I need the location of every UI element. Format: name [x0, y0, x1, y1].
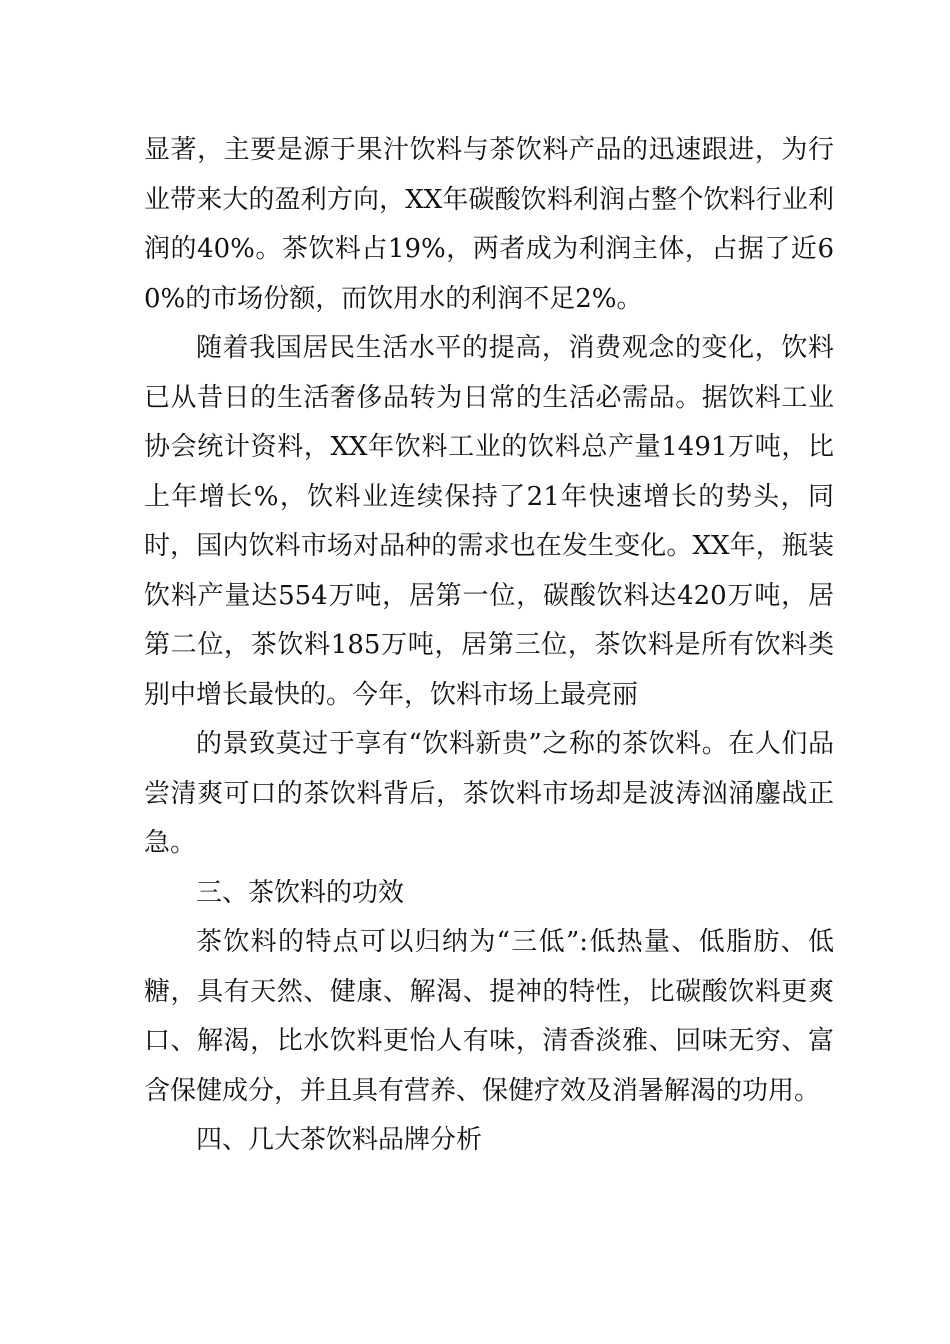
paragraph-tea-drink-features: 茶饮料的特点可以归纳为“三低”:低热量、低脂肪、低糖，具有天然、健康、解渴、提神的特性，比碳酸饮料更爽口、解渴，比水饮料更怡人有味，清香淡雅、回味无穷、富含保健成分，并且具有营养、保健疗效及消暑解渴的功用。 [144, 927, 834, 1106]
section-heading-brand-analysis: 四、几大茶饮料品牌分析 [196, 1125, 483, 1155]
paragraph-market-growth: 随着我国居民生活水平的提高，消费观念的变化，饮料已从昔日的生活奢侈品转为日常的生活必需品。据饮料工业协会统计资料，XX年饮料工业的饮料总产量1491万吨，比上年增长%，饮料业连续保持了21年快速增长的势头，同时，国内饮料市场对品种的需求也在发生变化。XX年，瓶装饮料产量达554万吨，居第一位，碳酸饮料达420万吨，居第二位，茶饮料185万吨，居第三位，茶饮料是所有饮料类别中增长最快的。今年，饮料市场上最亮丽 [144, 333, 834, 710]
paragraph-tea-drink-market: 的景致莫过于享有“饮料新贵”之称的茶饮料。在人们品尝清爽可口的茶饮料背后，茶饮料市场却是波涛汹涌鏖战正急。 [144, 729, 834, 858]
section-heading-efficacy: 三、茶饮料的功效 [196, 877, 405, 908]
document-body [144, 126, 834, 1166]
paragraph-profit-share: 显著，主要是源于果汁饮料与茶饮料产品的迅速跟进，为行业带来大的盈利方向，XX年碳酸饮料利润占整个饮料行业利润的40%。茶饮料占19%，两者成为利润主体，占据了近60%的市场份额，而饮用水的利润不足2%。 [144, 135, 834, 314]
